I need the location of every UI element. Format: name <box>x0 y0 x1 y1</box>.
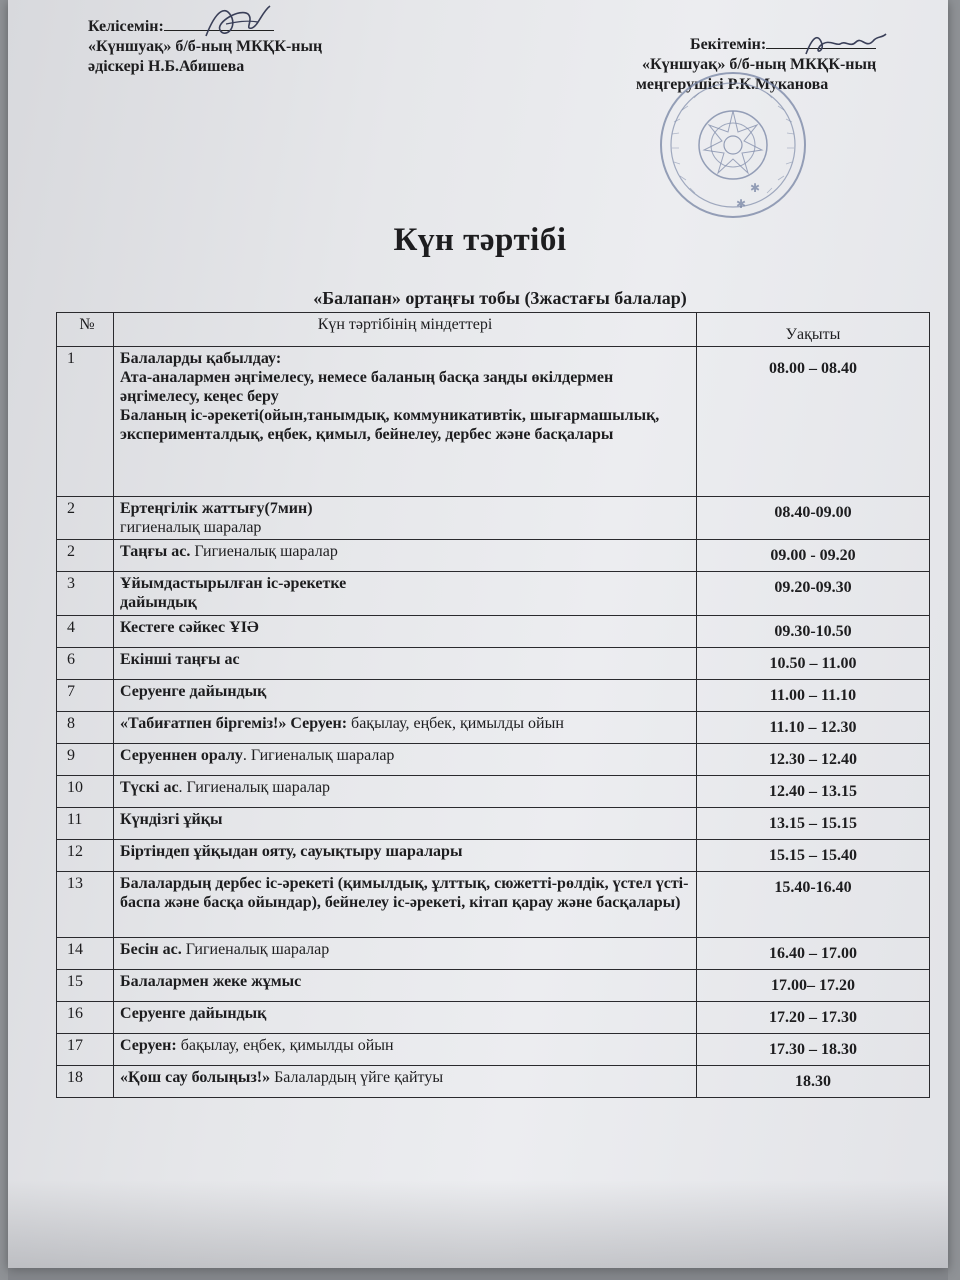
row-task-bold: Балалардың дербес іс-әрекеті (қимылдық, ұлттық, сюжетті-рөлдік, үстел үсті-баспа және басқа ойындар), бейнелеу іс-әрекеті, кітап қарау және басқалары) <box>120 875 689 911</box>
row-task-bold: Түскі ас <box>120 779 179 796</box>
table-row <box>57 840 930 872</box>
daily-schedule-table <box>56 312 930 1098</box>
table-header-row <box>57 313 930 347</box>
row-time: 08.00 – 08.40 <box>697 347 930 497</box>
row-number: 2 <box>57 497 114 540</box>
row-number: 2 <box>57 540 114 572</box>
row-number: 4 <box>57 616 114 648</box>
row-task-bold: Серуеннен оралу <box>120 747 243 764</box>
row-time: 13.15 – 15.15 <box>697 808 930 840</box>
row-task-bold: «Қош сау болыңыз!» <box>120 1069 271 1086</box>
row-time: 09.00 - 09.20 <box>697 540 930 572</box>
row-number: 3 <box>57 572 114 616</box>
header-tasks: Күн тәртібінің міндеттері <box>114 313 697 347</box>
svg-text:✱: ✱ <box>750 181 761 195</box>
row-task-bold: Серуен: <box>120 1037 177 1054</box>
table-row <box>57 970 930 1002</box>
row-task-normal: гигиеналық шаралар <box>120 519 262 536</box>
row-task-bold: Ертеңгілік жаттығу(7мин) <box>120 500 313 517</box>
group-subtitle: «Балапан» ортаңғы тобы (3жастағы балалар) <box>313 288 687 308</box>
row-time: 17.20 – 17.30 <box>697 1002 930 1034</box>
table-row <box>57 712 930 744</box>
table-row <box>57 808 930 840</box>
row-time: 10.50 – 11.00 <box>697 648 930 680</box>
row-number: 18 <box>57 1066 114 1098</box>
row-task <box>114 1066 697 1098</box>
row-task-bold: Ұйымдастырылған іс-әрекетке дайындық <box>120 575 347 611</box>
row-task <box>114 1034 697 1066</box>
table-row <box>57 1066 930 1098</box>
row-number: 7 <box>57 680 114 712</box>
table-row <box>57 648 930 680</box>
table-row <box>57 540 930 572</box>
row-number: 10 <box>57 776 114 808</box>
row-time: 09.30-10.50 <box>697 616 930 648</box>
row-task <box>114 616 697 648</box>
row-task <box>114 497 697 540</box>
row-time: 16.40 – 17.00 <box>697 938 930 970</box>
signature-right-image <box>800 24 890 68</box>
row-number: 14 <box>57 938 114 970</box>
table-row <box>57 497 930 540</box>
row-task-bold: Күндізгі ұйқы <box>120 811 223 828</box>
row-task-bold: Таңғы ас. <box>120 543 191 560</box>
row-task-bold: Серуенге дайындық <box>120 1005 267 1022</box>
row-task <box>114 872 697 938</box>
approval-right-person: меңгерушісі Р.К.Муканова <box>636 76 829 93</box>
row-time: 17.00– 17.20 <box>697 970 930 1002</box>
schedule-body <box>57 347 930 1098</box>
row-task-normal: . Гигиеналық шаралар <box>242 747 395 764</box>
row-number: 17 <box>57 1034 114 1066</box>
row-number: 15 <box>57 970 114 1002</box>
table-row <box>57 1002 930 1034</box>
row-task <box>114 1002 697 1034</box>
document-title: Күн тәртібі <box>393 222 567 258</box>
approval-right-org: «Күншуақ» б/б-ның МКҚК-ның <box>642 56 877 73</box>
row-task-normal: . Гигиеналық шаралар <box>178 779 331 796</box>
row-number: 13 <box>57 872 114 938</box>
row-number: 6 <box>57 648 114 680</box>
row-task <box>114 712 697 744</box>
row-task-bold: «Табиғатпен біргеміз!» Серуен: <box>120 715 348 732</box>
row-task-normal: Гигиеналық шаралар <box>190 543 338 560</box>
table-row <box>57 572 930 616</box>
table-row <box>57 938 930 970</box>
approval-left-org: «Күншуақ» б/б-ның МКҚК-ның <box>88 38 323 55</box>
row-task-normal: бақылау, еңбек, қимылды ойын <box>176 1037 394 1054</box>
table-row <box>57 776 930 808</box>
row-number: 12 <box>57 840 114 872</box>
row-task-normal: Гигиеналық шаралар <box>181 941 330 958</box>
row-task <box>114 938 697 970</box>
official-seal <box>654 70 812 220</box>
row-task-bold: Балаларды қабылдау: Ата-аналармен әңгімелесу, немесе баланың басқа заңды өкілдермен әңгімелесу, кеңес беру Баланың іс-әрекеті(ойын,танымдық, коммуникативтік, шығармашылық, эксперименталдық, еңбек, қимыл, бейнелеу, дербес және басқалары <box>120 350 660 443</box>
row-time: 17.30 – 18.30 <box>697 1034 930 1066</box>
approval-right-label: Бекітемін: <box>690 36 767 53</box>
approval-left-person: әдіскері Н.Б.Абишева <box>88 58 245 75</box>
row-task <box>114 540 697 572</box>
row-task-normal: Балалардың үйге қайтуы <box>270 1069 444 1086</box>
row-number: 8 <box>57 712 114 744</box>
row-task-bold: Екінші таңғы ас <box>120 651 240 668</box>
row-number: 9 <box>57 744 114 776</box>
table-row <box>57 744 930 776</box>
table-row <box>57 616 930 648</box>
row-time: 15.15 – 15.40 <box>697 840 930 872</box>
row-number: 16 <box>57 1002 114 1034</box>
row-number: 1 <box>57 347 114 497</box>
row-time: 09.20-09.30 <box>697 572 930 616</box>
row-task-bold: Серуенге дайындық <box>120 683 267 700</box>
row-task-normal: бақылау, еңбек, қимылды ойын <box>347 715 564 732</box>
row-task <box>114 648 697 680</box>
row-task <box>114 347 697 497</box>
svg-text:✱: ✱ <box>736 197 747 211</box>
row-task <box>114 970 697 1002</box>
row-time: 08.40-09.00 <box>697 497 930 540</box>
row-task <box>114 680 697 712</box>
row-time: 11.00 – 11.10 <box>697 680 930 712</box>
row-time: 15.40-16.40 <box>697 872 930 938</box>
table-row <box>57 347 930 497</box>
header-time: Уақыты <box>697 313 930 347</box>
row-time: 12.40 – 13.15 <box>697 776 930 808</box>
row-task <box>114 572 697 616</box>
row-time: 11.10 – 12.30 <box>697 712 930 744</box>
signature-left-image <box>196 0 286 44</box>
row-task <box>114 744 697 776</box>
row-task-bold: Балалармен жеке жұмыс <box>120 973 302 990</box>
approval-left-label: Келісемін: <box>88 18 164 35</box>
row-task <box>114 776 697 808</box>
header-num: № <box>57 313 114 347</box>
row-time: 12.30 – 12.40 <box>697 744 930 776</box>
row-task-bold: Кестеге сәйкес ҰІӘ <box>120 619 259 636</box>
row-task <box>114 840 697 872</box>
row-task-bold: Бесін ас. <box>120 941 182 958</box>
table-row <box>57 1034 930 1066</box>
row-task <box>114 808 697 840</box>
table-row <box>57 680 930 712</box>
table-row <box>57 872 930 938</box>
row-time: 18.30 <box>697 1066 930 1098</box>
row-task-bold: Біртіндеп ұйқыдан ояту, сауықтыру шаралары <box>120 843 463 860</box>
row-number: 11 <box>57 808 114 840</box>
